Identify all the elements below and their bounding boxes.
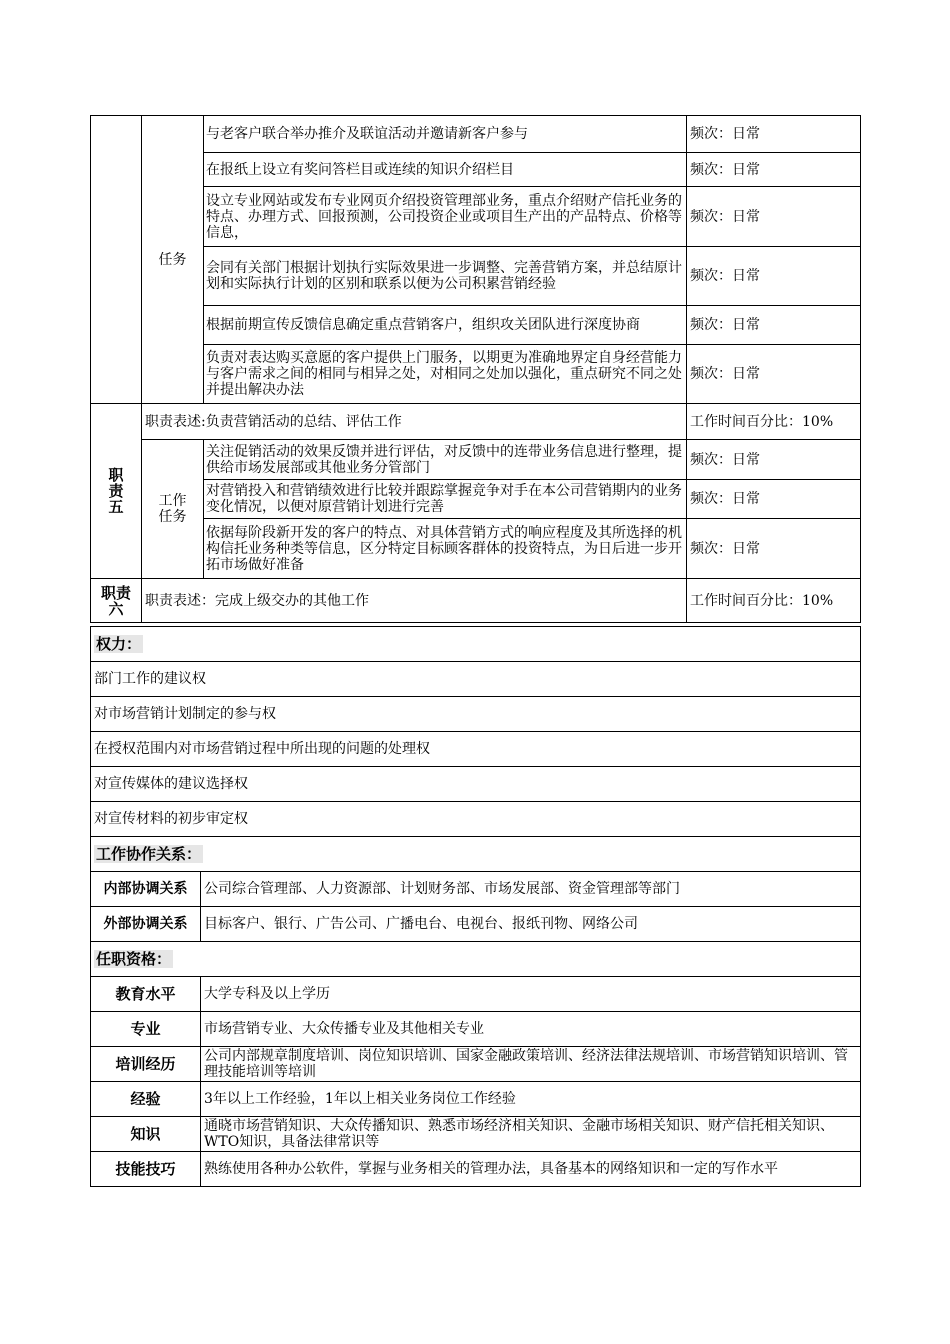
task-frequency: 频次：日常 <box>687 480 861 519</box>
task-description: 会同有关部门根据计划执行实际效果进一步调整、完善营销方案，并总结原计划和实际执行计划的区别和联系以便为公司积累营销经验 <box>204 247 687 306</box>
authority-item: 对宣传媒体的建议选择权 <box>91 767 861 802</box>
qualification-value: 通晓市场营销知识、大众传播知识、熟悉市场经济相关知识、金融市场相关知识、财产信托相关知识、WTO知识，具备法律常识等 <box>201 1117 861 1152</box>
qualification-label: 专业 <box>91 1012 201 1047</box>
authority-item: 在授权范围内对市场营销过程中所出现的问题的处理权 <box>91 732 861 767</box>
task-description: 负责对表达购买意愿的客户提供上门服务，以期更为准确地界定自身经营能力与客户需求之间的相同与相异之处，对相同之处加以强化，重点研究不同之处并提出解决办法 <box>204 345 687 404</box>
external-relations-value: 目标客户、银行、广告公司、广播电台、电视台、报纸刊物、网络公司 <box>201 907 861 942</box>
task-description: 设立专业网站或发布专业网页介绍投资管理部业务，重点介绍财产信托业务的特点、办理方式、回报预测，公司投资企业或项目生产出的产品特点、价格等信息， <box>204 187 687 247</box>
qualification-value: 市场营销专业、大众传播专业及其他相关专业 <box>201 1012 861 1047</box>
task-description: 依据每阶段新开发的客户的特点、对具体营销方式的响应程度及其所选择的机构信托业务种类等信息，区分特定目标顾客群体的投资特点，为日后进一步开拓市场做好准备 <box>204 519 687 579</box>
external-relations-label: 外部协调关系 <box>91 907 201 942</box>
authority-qualification-table <box>90 626 861 1187</box>
task-description: 关注促销活动的效果反馈并进行评估，对反馈中的连带业务信息进行整理，提供给市场发展部或其他业务分管部门 <box>204 440 687 480</box>
qualification-value: 熟练使用各种办公软件，掌握与业务相关的管理办法，具备基本的网络知识和一定的写作水平 <box>201 1152 861 1187</box>
task-frequency: 频次：日常 <box>687 440 861 480</box>
task-description: 对营销投入和营销绩效进行比较并跟踪掌握竞争对手在本公司营销期内的业务变化情况，以便对原营销计划进行完善 <box>204 480 687 519</box>
duty-four-label-cell <box>91 116 142 404</box>
duty-six-label: 职责六 <box>91 579 142 623</box>
task-frequency: 频次：日常 <box>687 153 861 187</box>
task-frequency: 频次：日常 <box>687 345 861 404</box>
task-frequency: 频次：日常 <box>687 247 861 306</box>
task-frequency: 频次：日常 <box>687 519 861 579</box>
authority-item: 部门工作的建议权 <box>91 662 861 697</box>
authority-item: 对市场营销计划制定的参与权 <box>91 697 861 732</box>
work-task-label: 工作任务 <box>142 440 204 579</box>
authority-heading: 权力： <box>91 627 861 662</box>
internal-relations-label: 内部协调关系 <box>91 872 201 907</box>
qualification-label: 经验 <box>91 1082 201 1117</box>
duties-table <box>90 115 861 623</box>
qualification-value: 公司内部规章制度培训、岗位知识培训、国家金融政策培训、经济法律法规培训、市场营销知识培训、管理技能培训等培训 <box>201 1047 861 1082</box>
duty-five-statement: 职责表述:负责营销活动的总结、评估工作 <box>142 404 687 440</box>
duty-five-label: 职责五 <box>91 404 142 579</box>
task-description: 在报纸上设立有奖问答栏目或连续的知识介绍栏目 <box>204 153 687 187</box>
authority-item: 对宣传材料的初步审定权 <box>91 802 861 837</box>
qualification-label: 知识 <box>91 1117 201 1152</box>
internal-relations-value: 公司综合管理部、人力资源部、计划财务部、市场发展部、资金管理部等部门 <box>201 872 861 907</box>
task-label: 任务 <box>142 116 204 404</box>
qualification-value: 3年以上工作经验，1年以上相关业务岗位工作经验 <box>201 1082 861 1117</box>
duty-five-percent: 工作时间百分比：10% <box>687 404 861 440</box>
relations-heading: 工作协作关系： <box>91 837 861 872</box>
task-frequency: 频次：日常 <box>687 187 861 247</box>
qualification-label: 培训经历 <box>91 1047 201 1082</box>
task-description: 根据前期宣传反馈信息确定重点营销客户，组织攻关团队进行深度协商 <box>204 306 687 345</box>
task-description: 与老客户联合举办推介及联谊活动并邀请新客户参与 <box>204 116 687 153</box>
qualification-value: 大学专科及以上学历 <box>201 977 861 1012</box>
qualification-label: 技能技巧 <box>91 1152 201 1187</box>
task-frequency: 频次：日常 <box>687 116 861 153</box>
task-frequency: 频次：日常 <box>687 306 861 345</box>
duty-six-statement: 职责表述：完成上级交办的其他工作 <box>142 579 687 623</box>
duty-six-percent: 工作时间百分比：10% <box>687 579 861 623</box>
qualifications-heading: 任职资格： <box>91 942 861 977</box>
qualification-label: 教育水平 <box>91 977 201 1012</box>
